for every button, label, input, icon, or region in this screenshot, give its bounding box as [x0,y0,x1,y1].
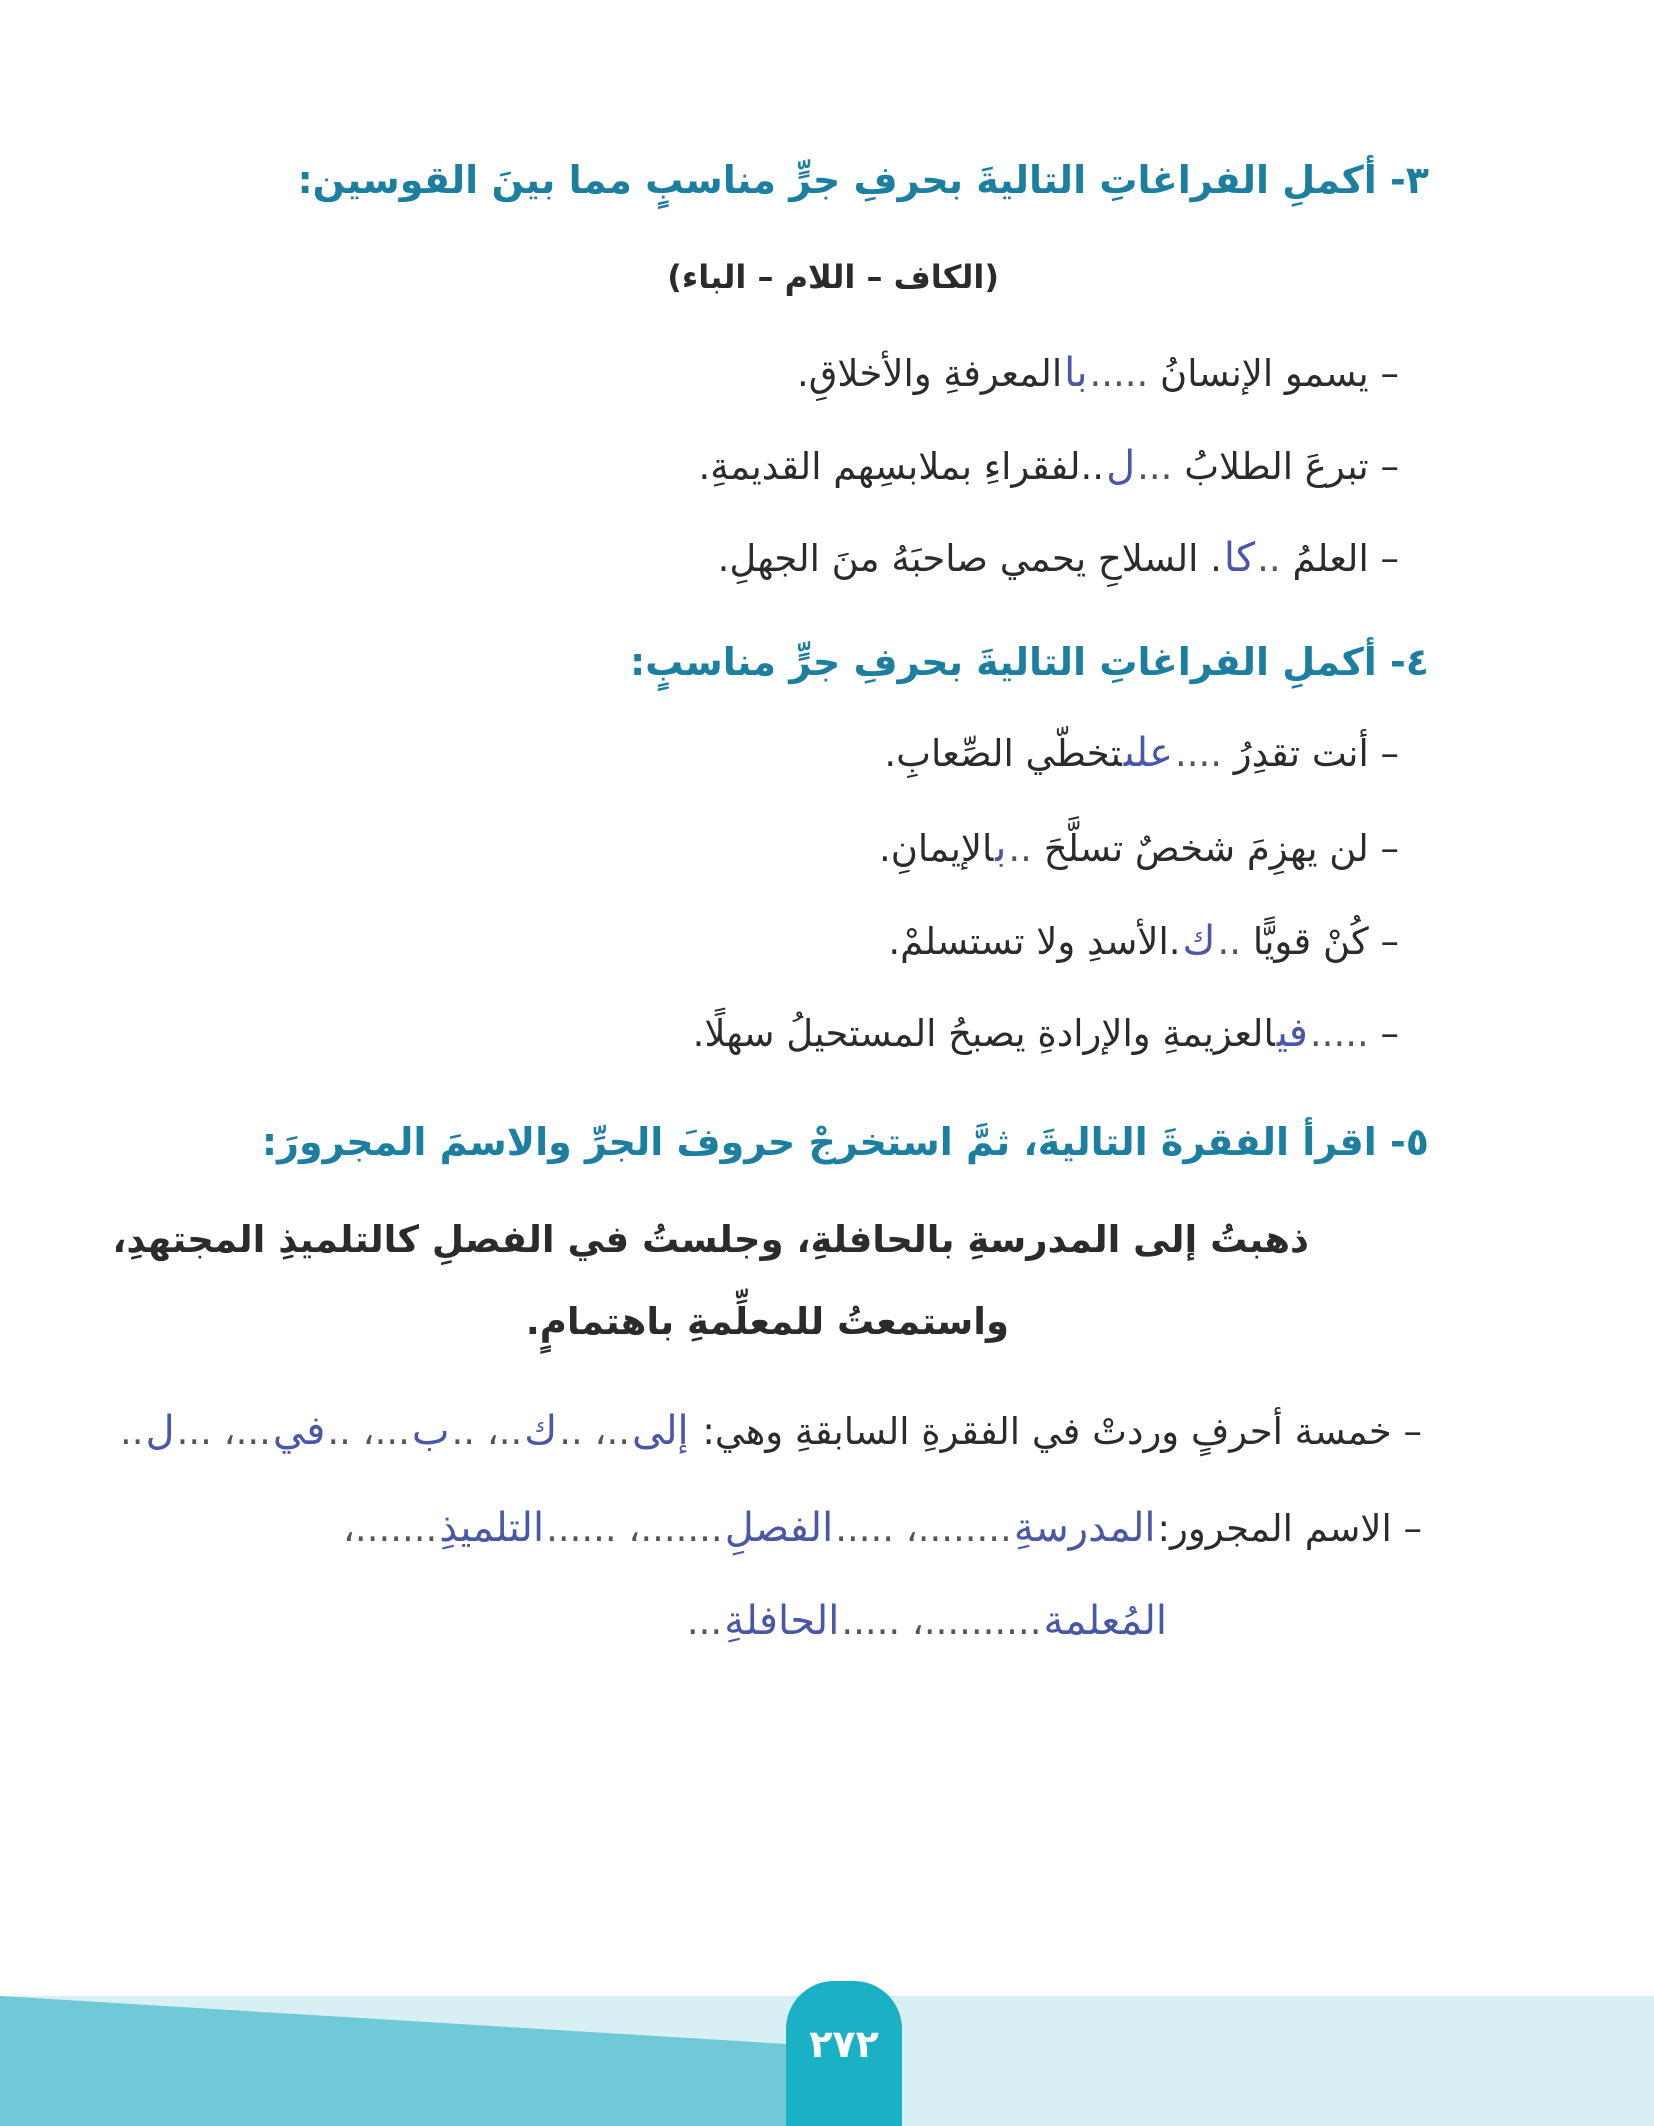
item-text-after: تخطّي الصِّعابِ. [884,732,1122,775]
exercise-4-item-1 [884,730,1399,776]
exercise-3-item-1 [797,350,1399,396]
item-text-after: . السلاحِ يحمي صاحبَهُ منَ الجهلِ. [717,537,1222,580]
item-text-before: – العلمُ [1292,537,1399,580]
item-text-before: – [1380,1012,1399,1055]
handwritten-answer[interactable]: با [1064,350,1088,396]
letters-prompt: – خمسة أحرفٍ وردتْ في الفقرةِ السابقةِ وهي: [702,1410,1422,1453]
blank-dots: .. [1257,537,1281,580]
exercise-3-item-2 [699,443,1400,489]
separator: .......، ...... [546,1507,723,1550]
exercise-4-item-2 [879,825,1399,871]
letter-answer-1[interactable]: إلى [632,1408,689,1454]
item-text-after: العزيمةِ والإرادةِ يصبحُ المستحيلُ سهلًا. [692,1012,1275,1055]
exercise-4-item-4 [693,1010,1399,1056]
exercise-4-item-3 [888,918,1399,964]
noun-answer-1[interactable]: المدرسةِ [1013,1505,1156,1551]
letter-answer-4[interactable]: في [272,1408,326,1454]
separator: .. [120,1410,144,1453]
separator: ...، ... [176,1410,271,1453]
separator: ..........، ..... [841,1600,1042,1643]
noun-answer-2[interactable]: الفصلِ [724,1505,834,1551]
noun-answer-4[interactable]: المُعلمة [1043,1598,1167,1644]
blank-dots: .. [1217,920,1242,963]
separator: ..، .. [451,1410,523,1453]
exercise-5-paragraph-line-1: ذهبتُ إلى المدرسةِ بالحافلةِ، وجلستُ في الفصلِ كالتلميذِ المجتهدِ، [112,1218,1309,1261]
letter-answer-3[interactable]: ب [411,1408,450,1454]
exercise-5-paragraph-line-2: واستمعتُ للمعلِّمةِ باهتمامٍ. [525,1300,1009,1343]
handwritten-answer[interactable]: ب [995,825,1007,871]
separator: ..، .. [559,1410,630,1453]
blank-dots: ..... [1089,352,1149,395]
exercise-3-heading: ٣- أكملِ الفراغاتِ التاليةَ بحرفِ جرٍّ مناسبٍ مما بينَ القوسين: [297,158,1429,202]
handwritten-answer[interactable]: ك [1182,918,1216,964]
nouns-prompt: – الاسم المجرور: [1157,1507,1422,1550]
item-text-after: ..لفقراءِ بملابسِهم القديمةِ. [698,445,1105,488]
item-text-before: – كُنْ قويًّا [1252,920,1399,963]
noun-answer-5[interactable]: الحافلةِ [724,1598,840,1644]
handwritten-answer[interactable]: ل [1106,443,1136,489]
exercise-5-nouns-row [343,1505,1422,1551]
noun-answer-3[interactable]: التلميذِ [439,1505,545,1551]
separator: ........، ..... [835,1507,1012,1550]
exercise-5-letters-row [120,1408,1422,1454]
letter-answer-5[interactable]: ل [145,1408,175,1454]
blank-dots: .. [1008,827,1032,870]
handwritten-answer[interactable]: كا [1223,535,1256,581]
handwritten-answer[interactable]: في [1276,1010,1308,1056]
exercise-3-item-3 [718,535,1399,581]
blank-dots: ..... [1309,1012,1369,1055]
handwritten-answer[interactable]: على [1123,730,1173,776]
page-number: ٢٧٢ [809,2022,879,2066]
item-text-before: – أنت تقدِرُ [1233,732,1399,775]
item-text-before: – تبرعَ الطلابُ [1184,445,1399,488]
blank-dots: .... [1174,732,1222,775]
exercise-5-nouns-row-2 [687,1598,1169,1644]
item-text-after: .الأسدِ ولا تستسلمْ. [888,920,1181,963]
item-text-before: – يسمو الإنسانُ [1160,352,1399,395]
separator: ... [686,1600,723,1643]
exercise-3-options: (الكاف – اللام – الباء) [667,258,999,296]
separator: ...، .. [327,1410,410,1453]
letter-answer-2[interactable]: ك [524,1408,558,1454]
item-text-after: المعرفةِ والأخلاقِ. [796,352,1063,395]
exercise-4-heading: ٤- أكملِ الفراغاتِ التاليةَ بحرفِ جرٍّ مناسبٍ: [629,640,1429,684]
blank-dots: ... [1137,445,1173,488]
item-text-before: – لن يهزِمَ شخصٌ تسلَّحَ [1043,827,1399,870]
exercise-5-heading: ٥- اقرأ الفقرةَ التاليةَ، ثمَّ استخرجْ حروفَ الجرِّ والاسمَ المجرورَ: [261,1120,1429,1164]
item-text-after: الإيمانِ. [878,827,994,870]
separator: .......، [342,1507,438,1550]
